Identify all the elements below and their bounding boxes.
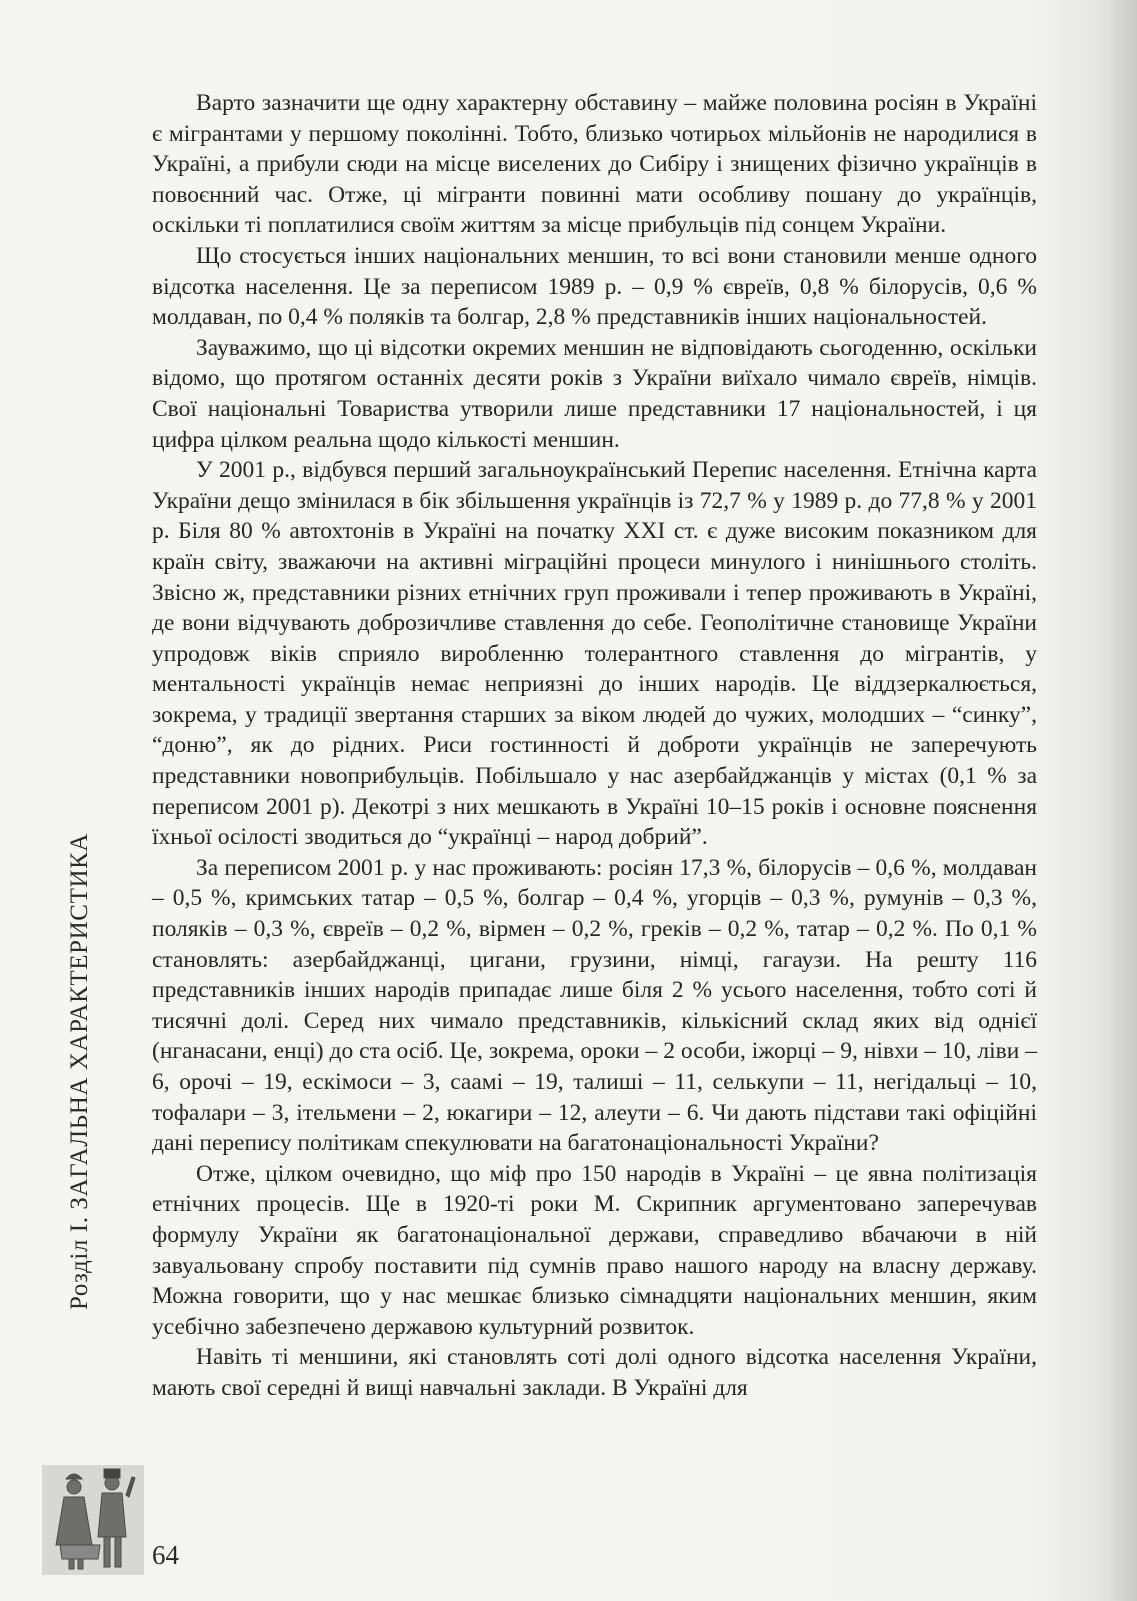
paragraph: Зауважимо, що ці відсотки окремих меншин не відповідають сьогоденню, оскільки відомо, що протягом останніх десяти років з України виїхало чимало євреїв, німців. Свої національні Товариства утворили лише представники 17 національностей, і ця цифра цілком реальна щодо кількості меншин. <box>152 334 1037 453</box>
paragraph: Варто зазначити ще одну характерну обставину – майже половина росіян в Україні є мігрантами у першому поколінні. Тобто, близько чотирьох мільйонів не народилися в Україні, а прибули сюди на місце виселених до Сибіру і знищених фізично українців в повоєнний час. Отже, ці мігранти повинні мати особливу пошану до українців, оскільки ті поплатилися своїм життям за місце прибульців під сонцем України. <box>152 90 1037 239</box>
paragraph: За переписом 2001 р. у нас проживають: росіян 17,3 %, білорусів – 0,6 %, молдаван – 0,5 %, кримських татар – 0,5 %, болгар – 0,4 %, угорців – 0,3 %, румунів – 0,3 %, поляків – 0,3 %, євреїв – 0,2 %, вірмен – 0,2 %, греків – 0,2 %, татар – 0,2 %. По 0,1 % становлять: азербайджанці, цигани, грузини, німці, гагаузи. На решту 116 представників інших народів припадає лише біля 2 % усього населення, тобто соті й тисячні долі. Серед них чимало представників, кількісний склад яких від однієї (нганасани, енці) до ста осіб. Це, зокрема, ороки – 2 особи, іжорці – 9, нівхи – 10, ліви – 6, орочі – 19, ескімоси – 3, саамі – 19, талиші – 11, селькупи – 11, негідальці – 10, тофалари – 3, ітельмени – 2, юкагири – 12, алеути – 6. Чи дають підстави такі офіційні дані перепису політикам спекулювати на багатонаціональності України? <box>152 854 1037 1157</box>
page-number: 64 <box>152 1540 179 1570</box>
paragraph: Навіть ті меншини, які становлять соті долі одного відсотка населення України, мають свої середні й вищі навчальні заклади. В Україні для <box>152 1344 1037 1401</box>
paragraph: Що стосується інших національних меншин, то всі вони становили менше одного відсотка населення. Це за переписом 1989 р. – 0,9 % євреїв, 0,8 % білорусів, 0,6 % молдаван, по 0,4 % поляків та болгар, 2,8 % представників інших національностей. <box>152 242 1037 331</box>
folk-couple-illustration-icon <box>42 1465 144 1575</box>
chapter-side-title: Розділ І. ЗАГАЛЬНА ХАРАКТЕРИСТИКА <box>66 832 93 1310</box>
body-text <box>152 88 1037 1404</box>
book-spine-shadow <box>1111 0 1137 1601</box>
paragraph: У 2001 р., відбувся перший загальноукраїнський Перепис населення. Етнічна карта України дещо змінилася в бік збільшення українців із 72,7 % у 1989 р. до 77,8 % у 2001 р. Біля 80 % автохтонів в Україні на початку XXI ст. є дуже високим показником для країн світу, зважаючи на активні міграційні процеси минулого і нинішнього століть. Звісно ж, представники різних етнічних груп проживали і тепер проживають в Україні, де вони відчувають доброзичливе ставлення до себе. Геополітичне становище України упродовж віків сприяло виробленню толерантного ставлення до мігрантів, у ментальності українців немає неприязні до інших народів. Це віддзеркалюється, зокрема, у традиції звертання старших за віком людей до чужих, молодших – “синку”, “доню”, як до рідних. Риси гостинності й доброти українців не заперечують представники новоприбульців. Побільшало у нас азербайджанців у містах (0,1 % за переписом 2001 р). Декотрі з них мешкають в Україні 10–15 років і основне пояснення їхньої осілості зводиться до “українці – народ добрий”. <box>152 457 1037 851</box>
paragraph: Отже, цілком очевидно, що міф про 150 народів в Україні – це явна політизація етнічних процесів. Ще в 1920-ті роки М. Скрипник аргументовано заперечував формулу України як багатонаціональної держави, справедливо вбачаючи в ній завуальовану спробу поставити під сумнів право нашого народу на власну державу. Можна говорити, що у нас мешкає близько сімнадцяти національних меншин, яким усебічно забезпечено державою культурний розвиток. <box>152 1160 1037 1340</box>
